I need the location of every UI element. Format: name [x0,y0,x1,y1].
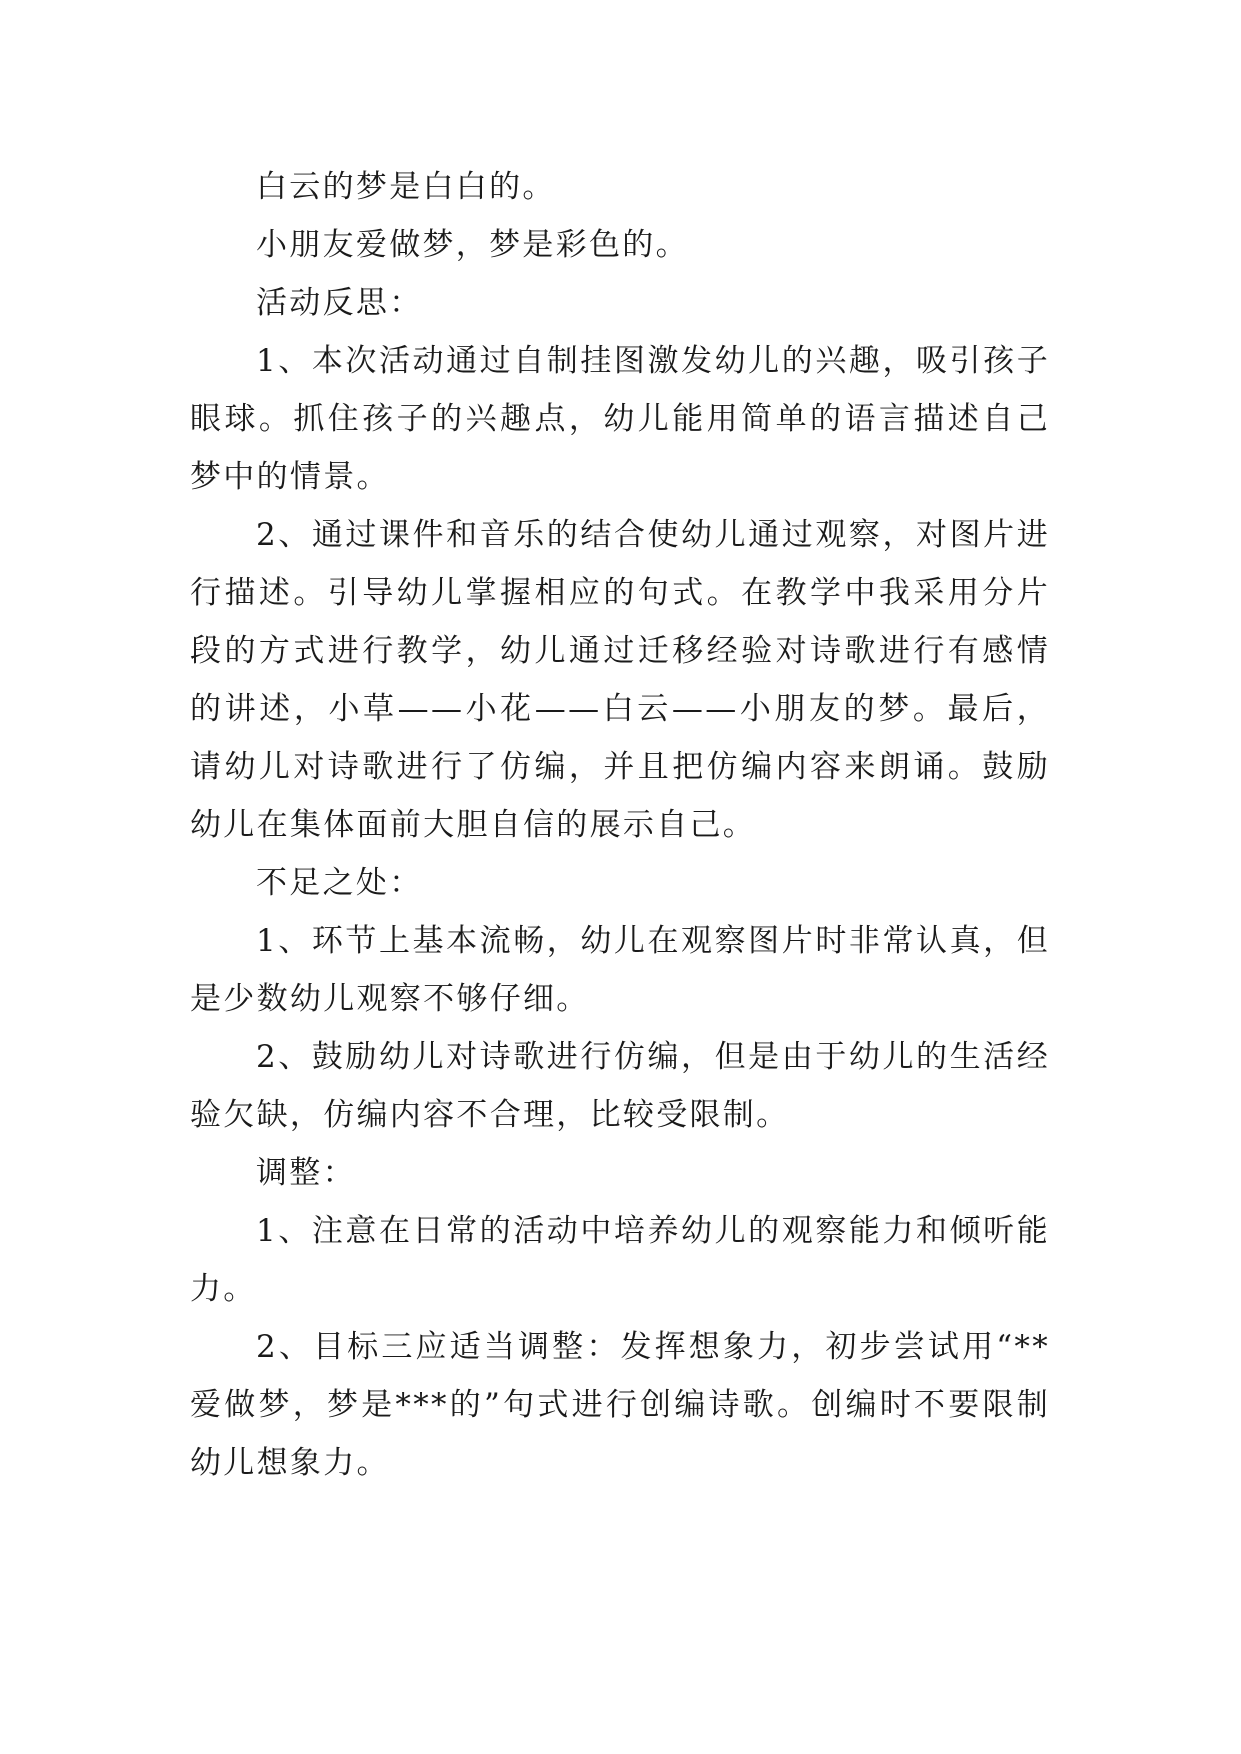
paragraph-adjustment-1: 1、注意在日常的活动中培养幼儿的观察能力和倾听能力。 [190,1213,1050,1307]
paragraph-adjustment-2: 2、目标三应适当调整：发挥想象力，初步尝试用“**爱做梦，梦是***的”句式进行创编诗歌。创编时不要限制幼儿想象力。 [190,1329,1050,1481]
paragraph-children-dream: 小朋友爱做梦，梦是彩色的。 [256,227,689,263]
paragraph-reflection-1: 1、本次活动通过自制挂图激发幼儿的兴趣，吸引孩子眼球。抓住孩子的兴趣点，幼儿能用简单的语言描述自己梦中的情景。 [190,343,1050,495]
paragraph-shortcoming-1: 1、环节上基本流畅，幼儿在观察图片时非常认真，但是少数幼儿观察不够仔细。 [190,923,1050,1017]
document-body [190,158,1050,1492]
paragraph-reflection-2: 2、通过课件和音乐的结合使幼儿通过观察，对图片进行描述。引导幼儿掌握相应的句式。在教学中我采用分片段的方式进行教学，幼儿通过迁移经验对诗歌进行有感情的讲述，小草——小花——白云——小朋友的梦。最后，请幼儿对诗歌进行了仿编，并且把仿编内容来朗诵。鼓励幼儿在集体面前大胆自信的展示自己。 [190,517,1050,843]
paragraph-shortcoming-2: 2、鼓励幼儿对诗歌进行仿编，但是由于幼儿的生活经验欠缺，仿编内容不合理，比较受限制。 [190,1039,1050,1133]
heading-reflection: 活动反思： [256,285,423,321]
heading-shortcomings: 不足之处： [256,865,423,901]
paragraph-baiyun-dream: 白云的梦是白白的。 [256,169,556,205]
heading-adjustment: 调整： [256,1155,356,1191]
